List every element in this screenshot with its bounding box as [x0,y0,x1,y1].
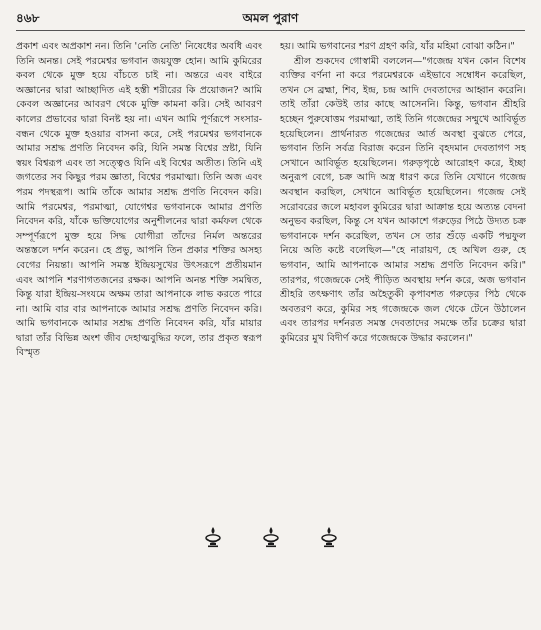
lamp-ornament-icon [203,526,223,548]
lamp-ornament-icon [261,526,281,548]
page-header [16,10,525,30]
left-column [16,40,262,510]
page-number: ৪৬৮ [16,11,40,25]
lamp-ornament-icon [319,526,339,548]
right-column [280,40,526,510]
running-title: অমল পুরাণ [242,11,299,25]
paragraph: শ্রীল শুকদেব গোস্বামী বললেন—"গজেন্দ্র যখন কোন বিশেষ ব্যক্তির বর্ণনা না করে পরমেশ্বরকে এইভাবে সম্বোধন করেছিল, তখন সে ব্রহ্মা, শিব, ইন্দ্র, চন্দ্র আদি দেবতাদের আহ্বান করেনি। তাই তাঁরা কেউই তার কাছে আসেননি। কিন্তু, ভগবান শ্রীহরি হচ্ছেন পুরুষোত্তম পরমাত্মা, তাই তিনি গজেন্দ্রের সম্মুখে আবির্ভূত হয়েছিলেন। প্রার্থনারত গজেন্দ্রের আর্ত অবস্থা বুঝতে পেরে, ভগবান তিনি সর্বত্র বিরাজ করেন তিনি বৃহদমান দেবতাগণ সহ সেখানে আবির্ভূত হয়েছিলেন। গরুড়পৃষ্ঠে আরোহণ করে, ইচ্ছা অনুরূপ বেগে, চক্র আদি অস্ত্র ধারণ করে তিনি যেখানে গজেন্দ্র অবস্থান করছিল, সেখানে আবির্ভূত হয়েছিলেন। গজেন্দ্র সেই সরোবরের জলে মহাবল কুমিরের দ্বারা আক্রান্ত হয়ে অত্যন্ত বেদনা অনুভব করছিল, কিন্তু সে যখন আকাশে গরুড়ের পিঠে উদ্যত চক্র ভগবানকে দর্শন করেছিল, তখন সে তার শুঁড়ে একটি পদ্মফুল নিয়ে অতি কষ্টে বলেছিল—"হে নারায়ণ, হে অখিল গুরু, হে ভগবান, আমি আপনাকে আমার সশ্রদ্ধ প্রণতি নিবেদন করি।" তারপর, গজেন্দ্রকে সেই পীড়িত অবস্থায় দর্শন করে, অজ ভগবান শ্রীহরি তৎক্ষণাৎ তাঁর অহৈতুকী কৃপাবশত গরুড়ের পিঠ থেকে অবতরণ করে, কুমির সহ গজেন্দ্রকে জল থেকে টেনে উঠালেন এবং তারপর দর্শনরত সমস্ত দেবতাদের সমক্ষে তাঁর চক্রের দ্বারা কুমিরের মুখ বিদীর্ণ করে গজেন্দ্রকে উদ্ধার করলেন।" [280,55,526,344]
section-end-ornaments [0,526,541,548]
header-rule [16,30,525,31]
paragraph: প্রকাশ এবং অপ্রকাশ নন। তিনি 'নেতি নেতি' নিষেধের অবধি এবং তিনি অনন্ত। সেই পরমেশ্বর ভগবান জয়যুক্ত হোন। আমি কুমিরের কবল থেকে মুক্ত হয়ে বাঁচতে চাই না। অন্তরে এবং বাইরে অজ্ঞানের দ্বারা আচ্ছাদিত এই হস্তী শরীরের কি প্রয়োজন? আমি কেবল অজ্ঞানের আবরণ থেকে মুক্তি কামনা করি। সেই আবরণ কালের প্রভাবের দ্বারা বিনষ্ট হয় না। এখন আমি পূর্ণরূপে সংসার-বন্ধন থেকে মুক্ত হওয়ার বাসনা করে, সেই পরমেশ্বর ভগবানকে আমার সশ্রদ্ধ প্রণতি নিবেদন করি, যিনি সমস্ত বিশ্বের স্রষ্টা, যিনি স্বয়ং বিশ্বরূপ এবং তা সত্ত্বেও যিনি এই বিশ্বের অতীত। তিনি এই জগতের সব কিছুর পরম জ্ঞাতা, বিশ্বের পরমাত্মা। তিনি অজ এবং পরম পদস্থরূপ। আমি তাঁকে আমার সশ্রদ্ধ প্রণতি নিবেদন করি। আমি পরমেশ্বর, পরমাত্মা, যোগেশ্বর ভগবানকে আমার প্রণতি নিবেদন করি, যাঁকে ভক্তিযোগের অনুশীলনের দ্বারা কর্মফল থেকে সম্পূর্ণরূপে মুক্ত হয়ে সিদ্ধ যোগীরা তাঁদের নির্মল অন্তরের অন্তস্তলে দর্শন করেন। হে প্রভু, আপনি তিন প্রকার শক্তির অসহ্য বেগের নিয়ন্তা। আপনি সমস্ত ইন্দ্রিয়সুখের উৎসরূপে প্রতীয়মান এবং আপনি শরণাগতজনের রক্ষক। আপনি অনন্ত শক্তি সমন্বিত, কিন্তু যারা ইন্দ্রিয়-সংযমে অক্ষম তারা আপনাকে লাভ করতে পারে না। আমি বার বার আপনাকে আমার সশ্রদ্ধ প্রণতি নিবেদন করি। আমি ভগবানকে আমার সশ্রদ্ধ প্রণতি নিবেদন করি, যাঁর মায়ার দ্বারা তাঁর বিভিন্ন অংশ জীব দেহাত্মবুদ্ধির ফলে, তার প্রকৃত স্বরূপ বিস্মৃত [16,41,262,359]
paragraph: হয়। আমি ভগবানের শরণ গ্রহণ করি, যাঁর মহিমা বোঝা কঠিন।" [280,41,515,52]
